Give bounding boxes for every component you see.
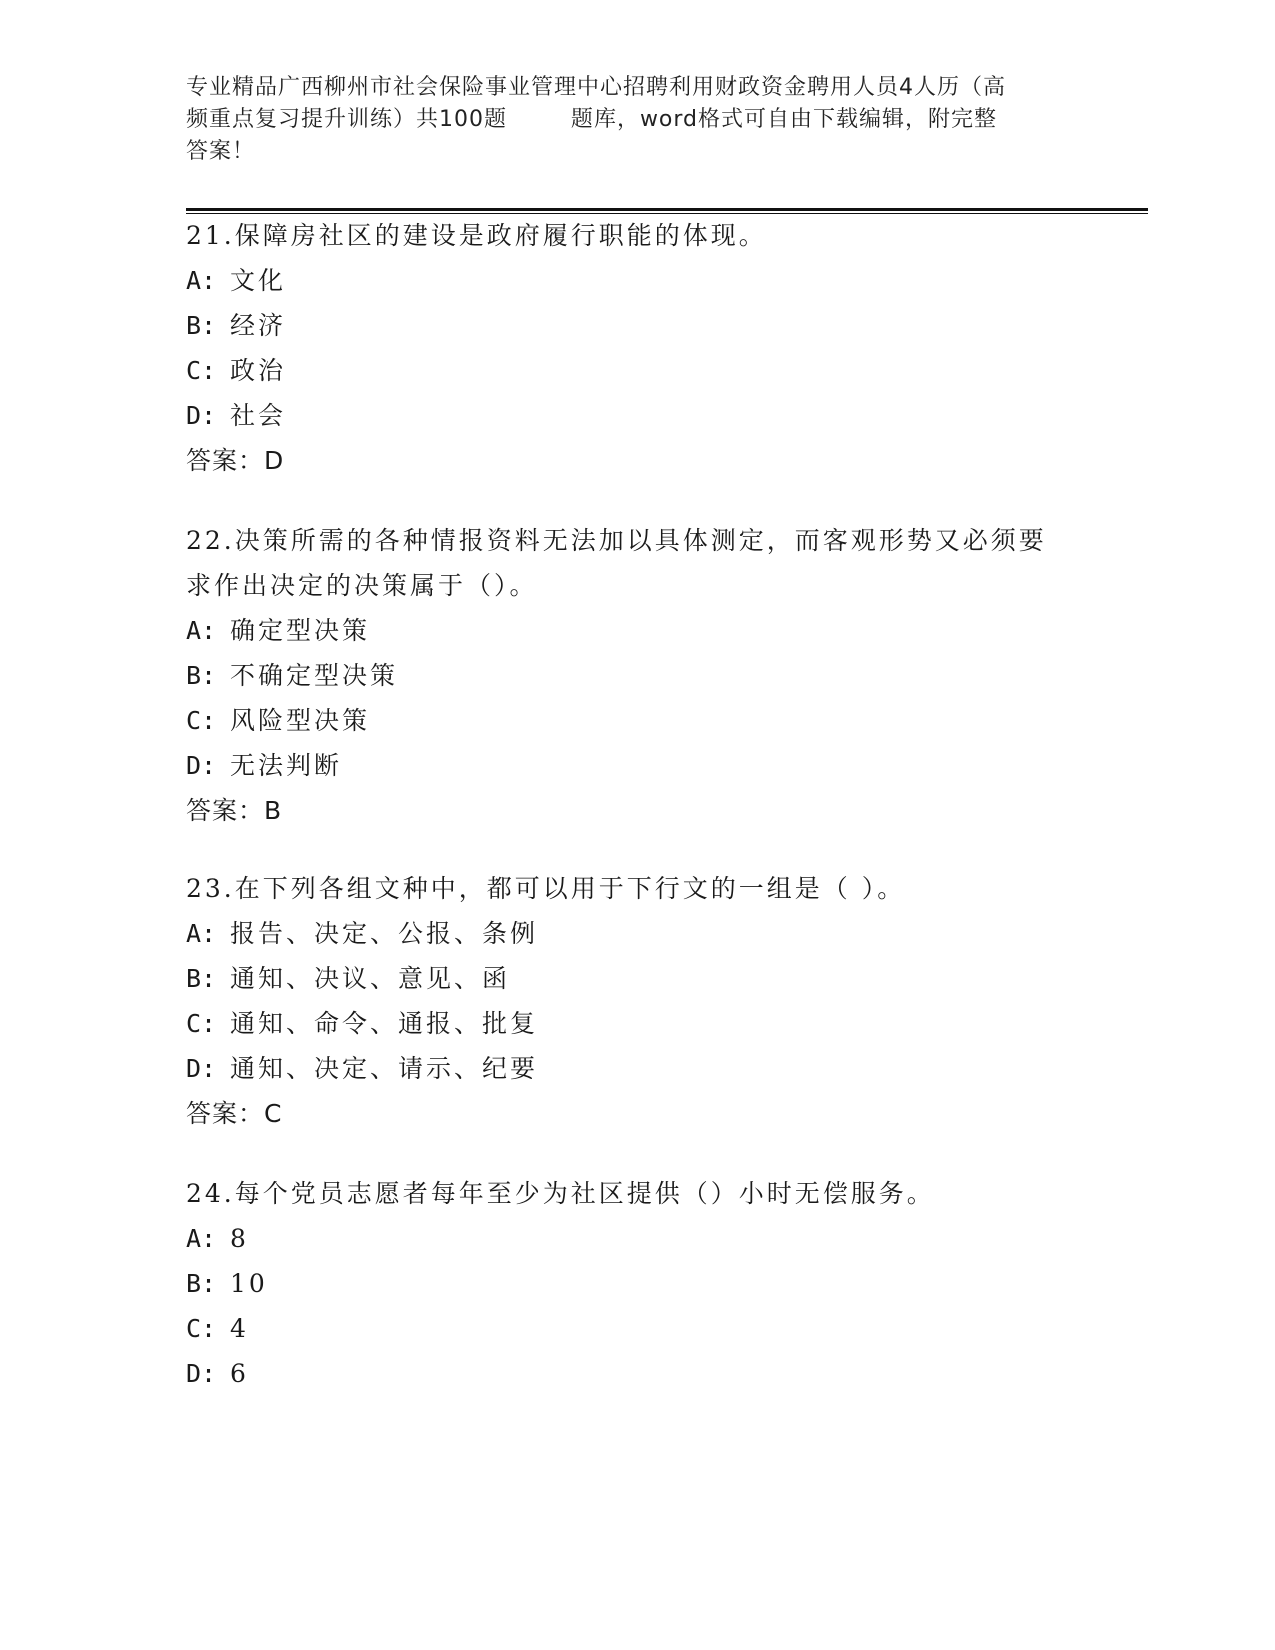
answer-text: 答案：C: [186, 1099, 283, 1128]
option-a: [186, 608, 1086, 653]
option-text: 文化: [230, 266, 287, 295]
option-a: [186, 911, 1086, 956]
option-b: [186, 303, 1086, 348]
option-letter: A:: [186, 919, 217, 948]
header-line-2: 频重点复习提升训练）共100题 题库，word格式可自由下载编辑，附完整: [186, 107, 998, 132]
option-letter: A:: [186, 616, 217, 645]
option-a: [186, 258, 1086, 303]
option-letter: D:: [186, 401, 217, 430]
option-letter: D:: [186, 751, 217, 780]
option-text: 8: [230, 1224, 249, 1253]
question-stem: 22.决策所需的各种情报资料无法加以具体测定，而客观形势又必须要: [186, 526, 1047, 555]
option-letter: C:: [186, 706, 217, 735]
option-text: 报告、决定、公报、条例: [230, 919, 539, 948]
option-letter: A:: [186, 266, 217, 295]
option-letter: B:: [186, 661, 217, 690]
option-d: [186, 393, 1086, 438]
option-text: 10: [230, 1269, 268, 1298]
question-stem: 21.保障房社区的建设是政府履行职能的体现。: [186, 221, 767, 250]
option-text: 不确定型决策: [230, 661, 399, 690]
option-c: [186, 348, 1086, 393]
option-b: [186, 1261, 1086, 1306]
option-c: [186, 1306, 1086, 1351]
header-line-1: 专业精品广西柳州市社会保险事业管理中心招聘利用财政资金聘用人员4人历（高: [186, 75, 1006, 100]
answer-text: 答案：D: [186, 446, 285, 475]
option-text: 无法判断: [230, 751, 343, 780]
option-b: [186, 956, 1086, 1001]
question-22: [186, 518, 1086, 833]
option-b: [186, 653, 1086, 698]
option-text: 风险型决策: [230, 706, 371, 735]
option-text: 4: [230, 1314, 249, 1343]
option-letter: B:: [186, 964, 217, 993]
option-text: 6: [230, 1359, 249, 1388]
option-letter: D:: [186, 1359, 217, 1388]
option-d: [186, 743, 1086, 788]
option-letter: B:: [186, 311, 217, 340]
question-stem: 24.每个党员志愿者每年至少为社区提供（）小时无偿服务。: [186, 1179, 935, 1208]
option-letter: B:: [186, 1269, 217, 1298]
header-line-3: 答案！: [186, 139, 256, 164]
option-letter: C:: [186, 1009, 217, 1038]
option-text: 经济: [230, 311, 287, 340]
question-24: [186, 1171, 1086, 1396]
option-letter: C:: [186, 1314, 217, 1343]
option-text: 确定型决策: [230, 616, 371, 645]
option-c: [186, 1001, 1086, 1046]
question-21: [186, 213, 1086, 483]
option-d: [186, 1351, 1086, 1396]
option-letter: D:: [186, 1054, 217, 1083]
answer-text: 答案：B: [186, 796, 283, 825]
option-text: 通知、决议、意见、函: [230, 964, 511, 993]
option-text: 通知、决定、请示、纪要: [230, 1054, 539, 1083]
option-letter: C:: [186, 356, 217, 385]
option-a: [186, 1216, 1086, 1261]
option-letter: A:: [186, 1224, 217, 1253]
question-stem-continued: 求作出决定的决策属于（）。: [186, 571, 538, 600]
option-d: [186, 1046, 1086, 1091]
option-text: 社会: [230, 401, 287, 430]
option-text: 通知、命令、通报、批复: [230, 1009, 539, 1038]
question-23: [186, 866, 1086, 1136]
option-text: 政治: [230, 356, 287, 385]
document-header: [186, 72, 1086, 168]
option-c: [186, 698, 1086, 743]
question-stem: 23.在下列各组文种中，都可以用于下行文的一组是（ ）。: [186, 874, 906, 903]
